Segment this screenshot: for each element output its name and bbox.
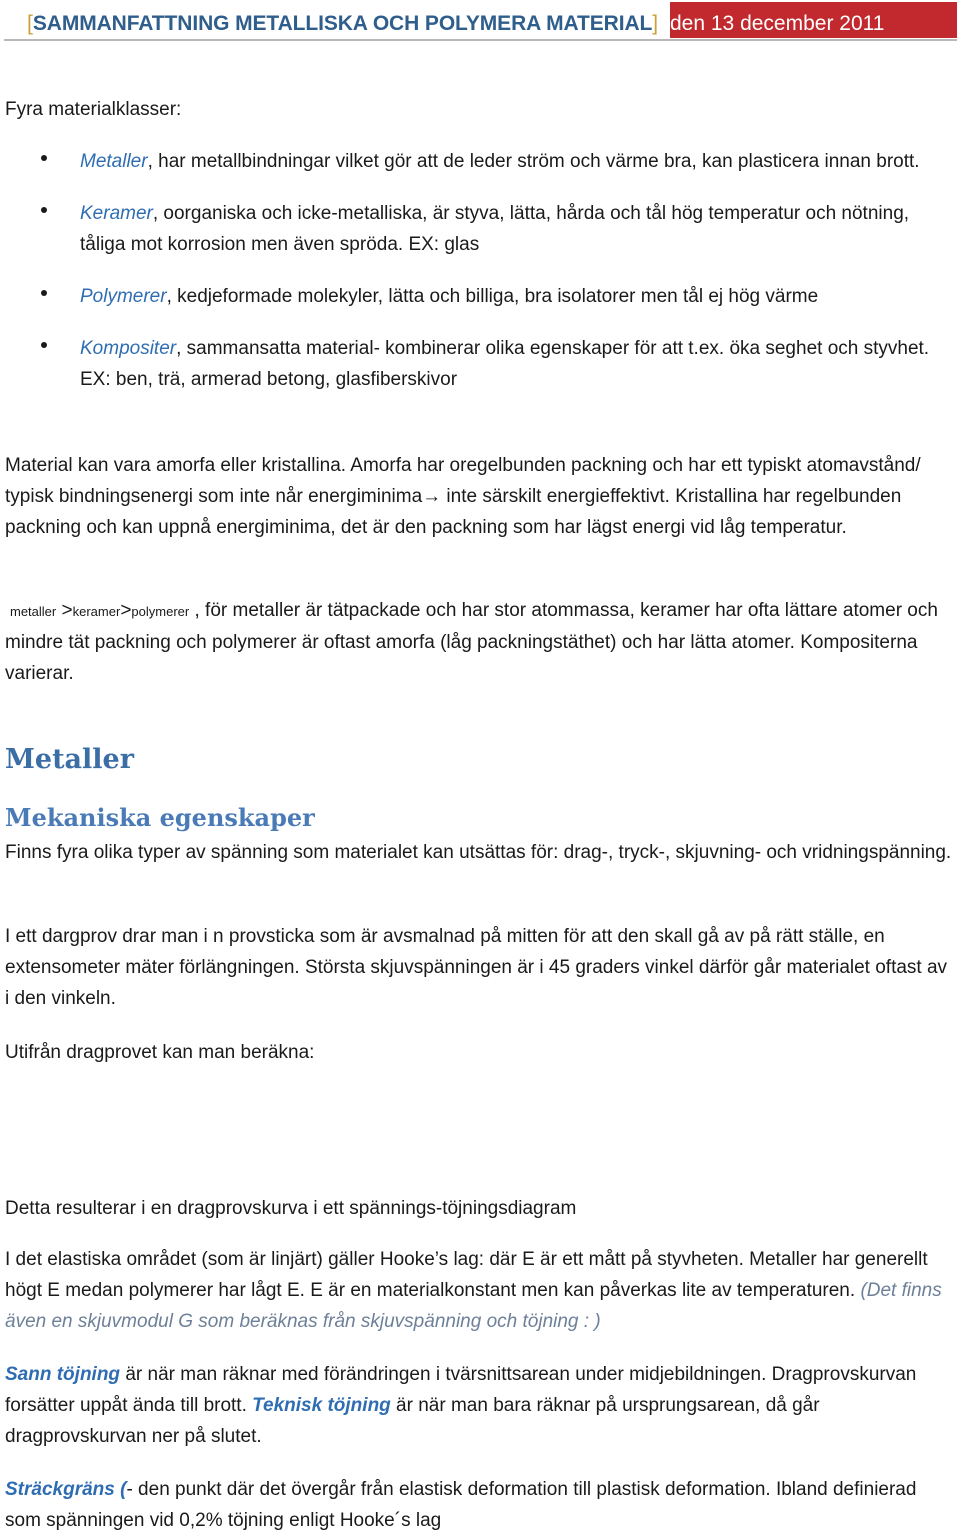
order-keramer: keramer	[72, 604, 121, 619]
paragraph-dragprov: I ett dargprov drar man i n provsticka som är avsmalnad på mitten för att den skall gå av på rätt ställe, en extensometer mäter förlängningen. Största skjuvspänningen är i 45 graders vinkel därför går materialet oftast av i den vinkeln.	[5, 926, 948, 1009]
bullet-text: , kedjeformade molekyler, lätta och billiga, bra isolatorer men tål ej hög värme	[166, 286, 819, 307]
header-close-bracket: ]	[652, 12, 659, 35]
page-header	[27, 8, 658, 40]
paragraph-text: - den punkt där det övergår från elastisk deformation till plastisk deformation. Ibland definierad som spänningen vid 0,2% töjning enligt Hooke´s lag	[5, 1479, 917, 1531]
order-gt: >	[120, 600, 132, 621]
intro-heading: Fyra materialklasser:	[5, 99, 182, 120]
paragraph-text: inte särskilt energieffektivt. Kristallina har regelbunden packning och kan uppnå energiminima, det är den packning som har lägst energi vid låg temperatur.	[5, 486, 902, 538]
list-item	[0, 281, 950, 312]
paragraph-density	[5, 595, 955, 689]
paragraph-amorf	[5, 450, 955, 543]
bullet-term: Polymerer	[80, 286, 167, 307]
list-item	[0, 333, 950, 395]
arrow-icon: →	[422, 486, 442, 507]
hooke-note: (Det finns även en skjuvmodul G som beräknas från skjuvspänning och töjning : )	[5, 1280, 942, 1332]
header-title: SAMMANFATTNING METALLISKA OCH POLYMERA MATERIAL	[32, 12, 653, 35]
bullet-term: Keramer	[80, 203, 153, 224]
header-open-bracket: [	[27, 12, 33, 35]
material-class-list	[0, 146, 960, 395]
bullet-text: , sammansatta material- kombinerar olika egenskaper för att t.ex. öka seghet och styvhet. EX: ben, trä, armerad betong, glasfiberskivor	[80, 338, 930, 390]
paragraph-text: är när man bara räknar på ursprungsarean, då går dragprovskurvan ner på slutet.	[5, 1395, 820, 1447]
paragraph-text: är när man räknar med förändringen i tvärsnittsarean under midjebildningen. Dragprovskurvan forsätter uppåt ända till brott.	[5, 1364, 917, 1416]
paragraph-detta: Detta resulterar i en dragprovskurva i ett spännings-töjningsdiagram	[5, 1198, 577, 1219]
bullet-text: , har metallbindningar vilket gör att de leder ström och värme bra, kan plasticera innan brott.	[147, 151, 920, 172]
paragraph-text: , för metaller är tätpackade och har stor atommassa, keramer har ofta lättare atomer och mindre tät packning och polymerer är oftast amorfa (låg packningstäthet) och har lätta atomer. Kompositerna varierar.	[5, 600, 938, 684]
list-item	[0, 198, 950, 260]
bullet-text: , oorganiska och icke-metalliska, är styva, lätta, hårda och tål hög temperatur och nötning, tåliga mot korrosion men även spröda. EX: glas	[80, 203, 910, 255]
term-strackgrans: Sträckgräns (	[5, 1479, 127, 1500]
bullet-term: Metaller	[80, 151, 148, 172]
term-teknisk-tojning: Teknisk töjning	[252, 1395, 391, 1416]
list-item	[0, 146, 950, 177]
paragraph-text: I det elastiska området (som är linjärt) gäller Hooke’s lag: där E är ett mått på styvheten. Metaller har generellt högt E medan polymerer har lågt E. E är en materialkonstant men kan påverkas lite av temperaturen.	[5, 1249, 928, 1301]
paragraph-hooke	[5, 1244, 955, 1337]
order-gt: >	[56, 600, 73, 621]
paragraph-text: Material kan vara amorfa eller kristallina. Amorfa har oregelbunden packning och har ett typiskt atomavstånd/ typisk bindningsenergi som inte når energiminima	[5, 455, 921, 507]
section-heading-metaller: Metaller	[5, 744, 134, 775]
order-polymerer: polymerer	[131, 604, 190, 619]
bullet-term: Kompositer	[80, 338, 177, 359]
paragraph-strackgrans	[5, 1474, 955, 1536]
header-date: den 13 december 2011	[670, 12, 885, 35]
paragraph-utifran: Utifrån dragprovet kan man beräkna:	[5, 1042, 315, 1063]
subsection-heading-mekaniska: Mekaniska egenskaper	[5, 803, 315, 832]
header-rule	[4, 39, 957, 41]
paragraph-spanning: Finns fyra olika typer av spänning som materialet kan utsättas för: drag-, tryck-, skjuvning- och vridningspänning.	[5, 842, 952, 863]
term-sann-tojning: Sann töjning	[5, 1364, 121, 1385]
paragraph-tojning	[5, 1359, 955, 1452]
order-metaller: metaller	[10, 604, 57, 619]
